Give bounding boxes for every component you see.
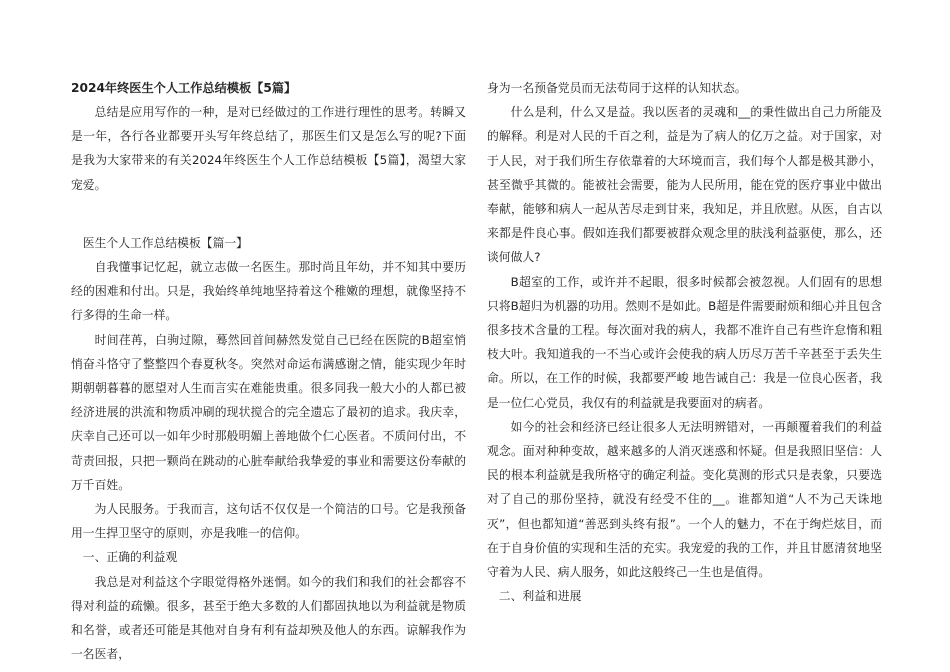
spacer	[71, 221, 466, 231]
spacer	[71, 197, 466, 221]
subheading: 二、利益和进展	[498, 589, 582, 604]
paragraph: 自我懂事记忆起，就立志做一名医生。那时尚且年幼，并不知其中要历经的困难和付出。只是，我始终单纯地坚持着这个稚嫩的理想，就像坚持不行多得的生命一样。	[71, 260, 466, 323]
subheading: 一、正确的利益观	[82, 550, 178, 565]
paragraph: 身为一名预备党员而无法苟同于这样的认知状态。	[487, 81, 747, 95]
paragraph: 为人民服务。于我而言，这句话不仅仅是一个简洁的口号。它是我预备用一生捍卫坚守的原则，亦是我唯一的信仰。	[71, 502, 466, 541]
paragraph: 如今的社会和经济已经让很多人无法明辨错对，一再颠覆着我们的利益观念。面对种种变故，越来越多的人消灭迷惑和怀疑。但是我照旧坚信：人民的根本利益就是我所格守的确定利益。变化莫测的形式只是表象，只要选对了自己的那份坚持，就没有经受不住的__。谁都知道“人不为己天诛地灭”，但也都知道“善恶到头终有报”。一个人的魅力，不在于绚烂炫目，而在于自身价值的实现和生活的充实。我宠爱的我的工作，并且甘愿清贫地坚守着为人民、病人服务，如此这般终己一生也是值得。	[487, 419, 882, 580]
paragraph: 时间荏苒，白驹过隙，蓦然回首间赫然发觉自己已经在医院的B超室悄悄奋斗恪守了整整四个春夏秋冬。突然对命运布满感谢之情，能实现少年时期朝朝暮暮的愿望对人生而言实在难能贵重。很多同我一般大小的人都已被经济进展的洪流和物质冲刷的现状搅合的完全遗忘了最初的追求。我庆幸，庆幸自己还可以一如年少时那般明媚上善地做个仁心医者。不质问付出，不苛责回报，只把一颗尚在跳动的心脏奉献给我挚爱的事业和需要这份奉献的万千百姓。	[71, 332, 466, 492]
paragraph: 我总是对利益这个字眼觉得格外迷惘。如今的我们和我们的社会都容不得对利益的疏懒。很多，甚至于绝大多数的人们都固执地以为利益就是物质和名誉，或者还可能是其他对自身有利有益却殃及他人的东西。谅解我作为一名医者，	[71, 574, 466, 662]
left-column	[71, 76, 466, 666]
right-column	[487, 76, 882, 608]
paragraph: 什么是利，什么又是益。我以医者的灵魂和__的秉性做出自己力所能及的解释。利是对人民的千百之利，益是为了病人的亿万之益。对于国家，对于人民，对于我们所生存依靠着的大环境而言，我们每个人都是极其渺小，甚至微乎其微的。能被社会需要，能为人民所用，能在党的医疗事业中做出奉献，能够和病人一起从苦尽走到甘来，我知足，并且欣慰。从医，自古以来都是件良心事。假如连我们都要被群众观念里的肤浅利益驱使，那么，还谈何做人?	[487, 105, 882, 265]
section-title: 医生个人工作总结模板【篇一】	[82, 235, 248, 250]
paragraph: B超室的工作，或许并不起眼，很多时候都会被忽视。人们固有的思想只将B超归为机器的功用。然则不是如此。B超是件需要耐烦和细心并且包含很多技术含量的工程。每次面对我的病人，我都不准许自己有些许怠惰和粗枝大叶。我知道我的一不当心或许会使我的病人历尽万苦千辛甚至于丢失生命。所以，在工作的时候，我都要严峻 地告诫自己：我是一位良心医者，我是一位仁心党员，我仅有的利益就是我要面对的病者。	[487, 274, 882, 410]
intro-paragraph: 总结是应用写作的一种，是对已经做过的工作进行理性的思考。转瞬又是一年，各行各业都要开头写年终总结了，那医生们又是怎么写的呢?下面是我为大家带来的有关2024年终医生个人工作总结模板【5篇】，渴望大家宠爱。	[71, 105, 466, 192]
document-title: 2024年终医生个人工作总结模板【5篇】	[71, 81, 297, 95]
